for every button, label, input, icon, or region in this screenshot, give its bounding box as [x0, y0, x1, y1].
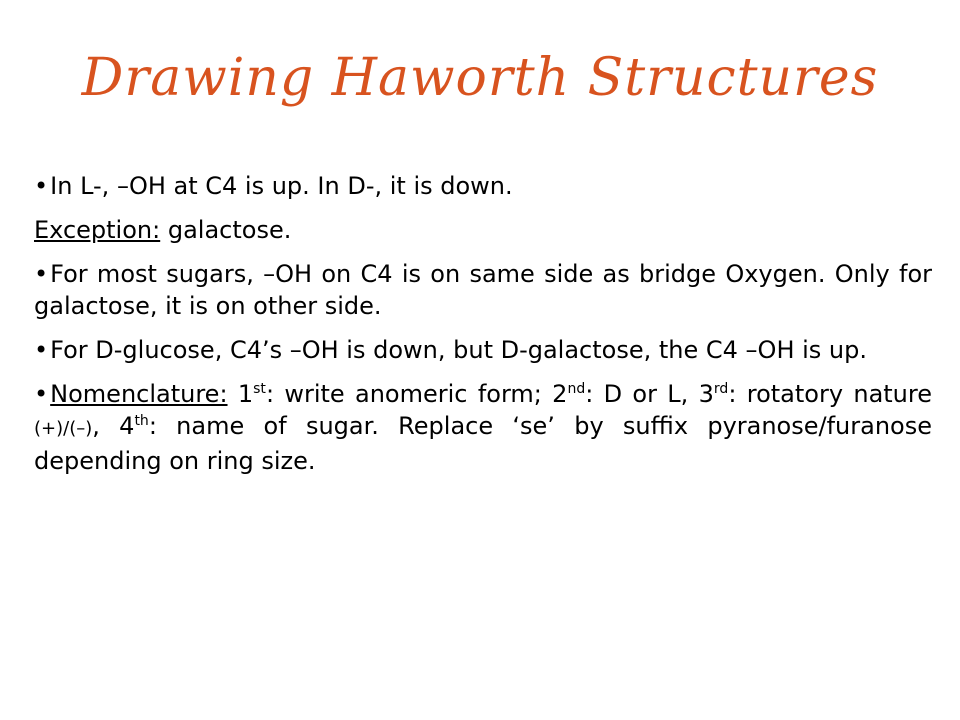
bullet-icon: • [34, 336, 49, 364]
bullet-icon: • [34, 380, 49, 408]
ordinal-nd: nd [567, 381, 586, 397]
bullet-point-2 [34, 258, 932, 322]
exception-label: Exception: [34, 216, 161, 244]
nomenclature-text-3: : D or L, 3 [585, 380, 714, 408]
exception-text: galactose. [160, 216, 292, 244]
nomenclature-label: Nomenclature: [50, 380, 228, 408]
bullet-icon: • [34, 260, 49, 288]
nomenclature-text-4: : rotatory nature [728, 380, 932, 408]
bullet-point-3-text: For D-glucose, C4’s –OH is down, but D-galactose, the C4 –OH is up. [50, 336, 867, 364]
bullet-icon: • [34, 172, 49, 200]
slide-body [34, 170, 932, 489]
bullet-point-1 [34, 170, 932, 202]
nomenclature-text-1: 1 [227, 380, 254, 408]
exception-line [34, 214, 932, 246]
ordinal-th: th [134, 413, 149, 429]
nomenclature-text-6: : name of sugar. Replace ‘se’ by suffix pyranose/furanose depending on ring size. [34, 412, 932, 475]
ordinal-st: st [253, 381, 266, 397]
bullet-point-2-text: For most sugars, –OH on C4 is on same side as bridge Oxygen. Only for galactose, it is on other side. [34, 260, 932, 320]
slide-title: Drawing Haworth Structures [81, 48, 879, 108]
nomenclature-text-2: : write anomeric form; 2 [265, 380, 568, 408]
ordinal-rd: rd [713, 381, 729, 397]
nomenclature-text-5: , 4 [92, 412, 135, 440]
bullet-point-3 [34, 334, 932, 366]
bullet-point-4 [34, 378, 932, 477]
bullet-point-1-text: In L-, –OH at C4 is up. In D-, it is down. [50, 172, 513, 200]
rotation-notation: (+)/(–) [34, 418, 93, 439]
